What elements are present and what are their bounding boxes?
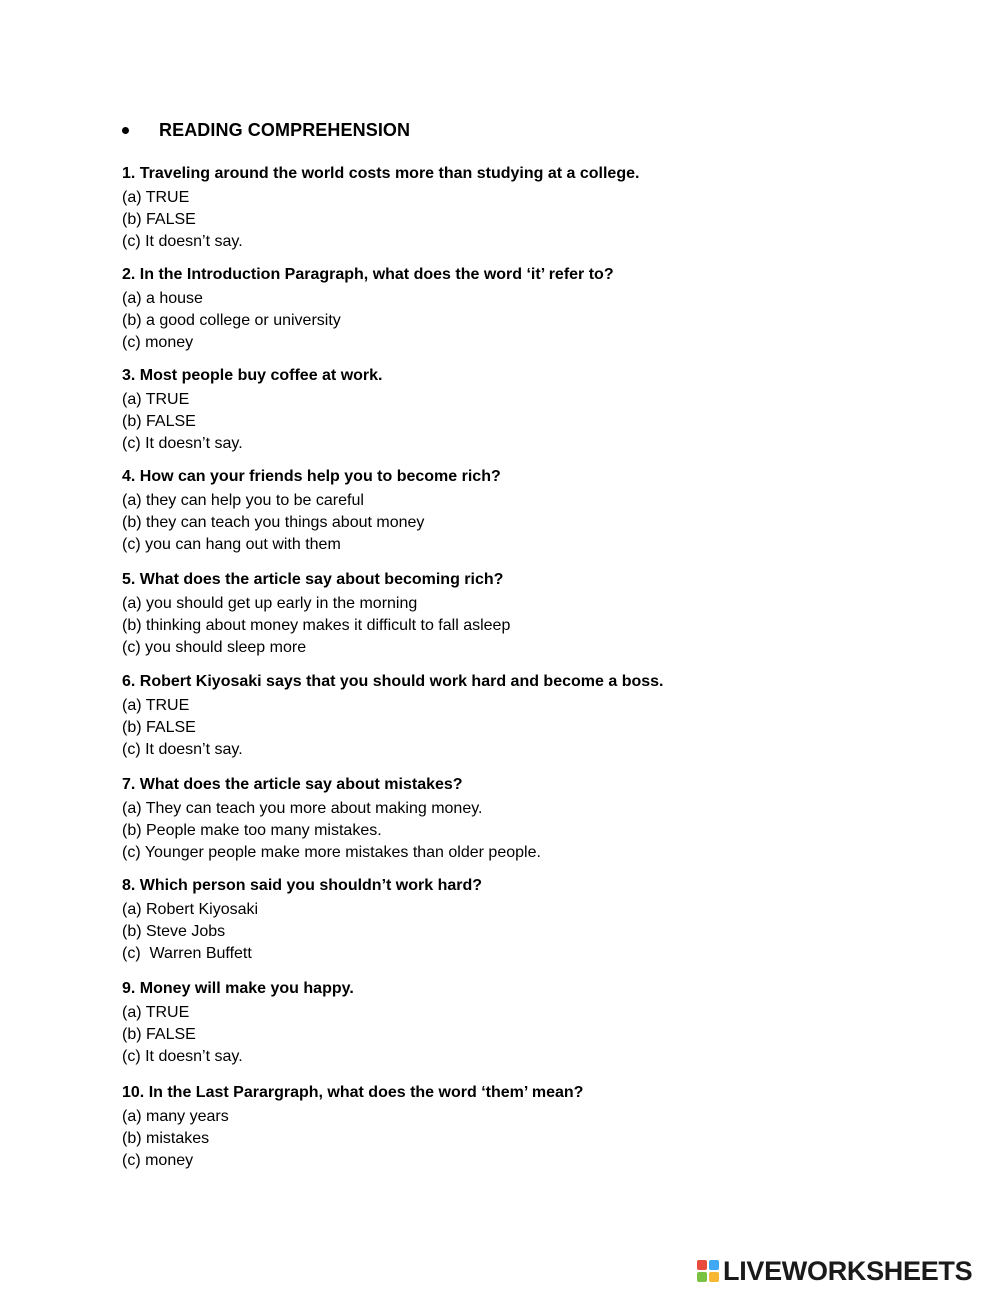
question-5 (122, 569, 942, 659)
answer-option[interactable]: (b) People make too many mistakes. (122, 822, 382, 839)
answer-option[interactable]: (b) FALSE (122, 1026, 196, 1043)
answer-option[interactable]: (c) Younger people make more mistakes than older people. (122, 844, 541, 861)
section-heading (122, 118, 410, 142)
logo-block-blue (709, 1260, 719, 1270)
logo-block-red (697, 1260, 707, 1270)
question-text: 3. Most people buy coffee at work. (122, 367, 383, 384)
answer-option[interactable]: (a) TRUE (122, 189, 190, 206)
answer-option[interactable]: (b) FALSE (122, 211, 196, 228)
question-text: 5. What does the article say about becoming rich? (122, 571, 504, 588)
answer-option[interactable]: (a) Robert Kiyosaki (122, 901, 259, 918)
question-text: 9. Money will make you happy. (122, 980, 354, 997)
question-text: 6. Robert Kiyosaki says that you should work hard and become a boss. (122, 673, 664, 690)
question-text: 1. Traveling around the world costs more than studying at a college. (122, 165, 640, 182)
question-text: 8. Which person said you shouldn’t work hard? (122, 877, 483, 894)
question-7 (122, 774, 942, 864)
question-text: 2. In the Introduction Paragraph, what does the word ‘it’ refer to? (122, 266, 614, 283)
answer-option[interactable]: (b) a good college or university (122, 312, 341, 329)
answer-option[interactable]: (a) they can help you to be careful (122, 492, 364, 509)
answer-option[interactable]: (a) you should get up early in the morning (122, 595, 418, 612)
question-text: 4. How can your friends help you to become rich? (122, 468, 501, 485)
answer-option[interactable]: (c) money (122, 334, 194, 351)
question-4 (122, 466, 942, 556)
answer-option[interactable]: (b) thinking about money makes it difficult to fall asleep (122, 617, 511, 634)
answer-option[interactable]: (a) TRUE (122, 697, 190, 714)
question-3 (122, 365, 942, 455)
question-8 (122, 875, 942, 965)
answer-option[interactable]: (a) TRUE (122, 1004, 190, 1021)
question-1 (122, 163, 942, 253)
bullet-icon (122, 127, 129, 134)
question-text: 7. What does the article say about mistakes? (122, 776, 463, 793)
heading-text: READING COMPREHENSION (159, 119, 411, 140)
question-6 (122, 671, 942, 761)
question-2 (122, 264, 942, 354)
answer-option[interactable]: (b) FALSE (122, 719, 196, 736)
answer-option[interactable]: (c) It doesn’t say. (122, 233, 243, 250)
question-text: 10. In the Last Parargraph, what does the word ‘them’ mean? (122, 1084, 584, 1101)
answer-option[interactable]: (a) many years (122, 1108, 229, 1125)
logo-block-green (697, 1272, 707, 1282)
answer-option[interactable]: (c) Warren Buffett (122, 945, 252, 962)
logo-block-yellow (709, 1272, 719, 1282)
answer-option[interactable]: (c) It doesn’t say. (122, 1048, 243, 1065)
answer-option[interactable]: (a) They can teach you more about making money. (122, 800, 483, 817)
answer-option[interactable]: (c) money (122, 1152, 194, 1169)
answer-option[interactable]: (c) It doesn’t say. (122, 741, 243, 758)
answer-option[interactable]: (c) you should sleep more (122, 639, 307, 656)
answer-option[interactable]: (c) It doesn’t say. (122, 435, 243, 452)
answer-option[interactable]: (a) TRUE (122, 391, 190, 408)
answer-option[interactable]: (b) Steve Jobs (122, 923, 226, 940)
question-10 (122, 1082, 942, 1172)
liveworksheets-logo (697, 1256, 972, 1286)
logo-blocks-icon (697, 1260, 719, 1282)
question-9 (122, 978, 942, 1068)
answer-option[interactable]: (b) they can teach you things about money (122, 514, 425, 531)
answer-option[interactable]: (b) FALSE (122, 413, 196, 430)
answer-option[interactable]: (c) you can hang out with them (122, 536, 341, 553)
answer-option[interactable]: (a) a house (122, 290, 203, 307)
answer-option[interactable]: (b) mistakes (122, 1130, 210, 1147)
logo-text: LIVEWORKSHEETS (723, 1255, 973, 1286)
